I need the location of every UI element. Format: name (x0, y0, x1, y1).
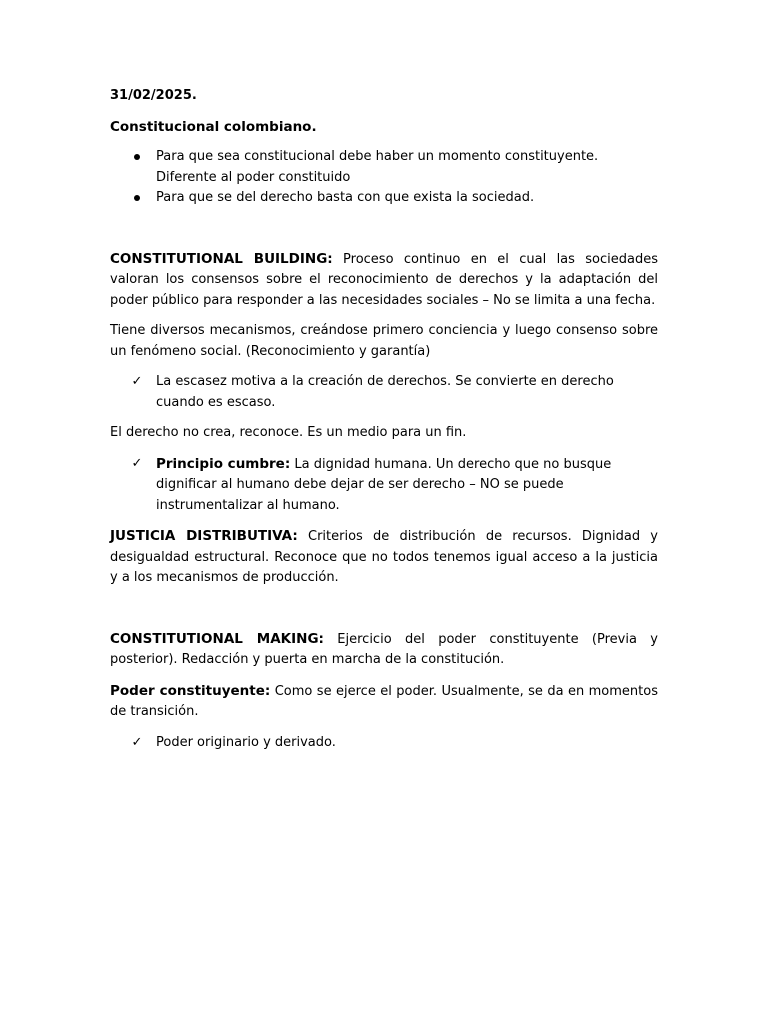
list-item-text: Poder originario y derivado. (156, 734, 336, 750)
list-item-text: Para que sea constitucional debe haber un momento constituyente. Diferente al poder constituido (156, 149, 599, 185)
list-item-text (156, 457, 611, 513)
derecho-paragraph: El derecho no crea, reconoce. Es un medio para un fin. (110, 425, 467, 440)
list-item (110, 733, 658, 754)
mechanisms-paragraph: Tiene diversos mecanismos, creándose primero conciencia y luego consenso sobre un fenómeno social. (Reconocimiento y garantía) (110, 323, 658, 359)
intro-bullet-list (110, 147, 658, 209)
section-spacer (110, 599, 658, 629)
poder-label: Poder constituyente: (110, 682, 271, 699)
checkmark-icon: ✓ (131, 455, 143, 471)
justicia-paragraph (110, 526, 658, 589)
principio-check-list (110, 454, 658, 517)
document-page (110, 86, 658, 763)
justicia-label: JUSTICIA DISTRIBUTIVA: (110, 528, 298, 544)
document-date: 31/02/2025. (110, 88, 197, 103)
section-spacer (110, 219, 658, 249)
document-title: Constitucional colombiano. (110, 118, 317, 135)
poder-paragraph (110, 681, 658, 723)
justicia-text: Criterios de distribución de recursos. Dignidad y desigualdad estructural. Reconoce que no todos tenemos igual acceso a la justicia y a los mecanismos de producción. (110, 529, 658, 585)
bullet-dot-icon (130, 147, 144, 168)
list-item-text: Para que se del derecho basta con que exista la sociedad. (156, 190, 535, 205)
building-paragraph (110, 249, 658, 312)
bullet-dot-icon (130, 188, 144, 209)
poder-check-list (110, 733, 658, 754)
list-item (110, 188, 658, 209)
scarcity-check-list (110, 372, 658, 413)
principio-label: Principio cumbre: (156, 455, 291, 472)
principio-text: La dignidad humana. Un derecho que no busque dignificar al humano debe dejar de ser derecho – NO se puede instrumentalizar al humano. (156, 456, 612, 513)
checkmark-icon: ✓ (131, 374, 143, 389)
building-label: CONSTITUTIONAL BUILDING: (110, 250, 333, 267)
building-text: Proceso continuo en el cual las sociedades valoran los consensos sobre el reconocimiento de derechos y la adaptación del poder público para responder a las necesidades sociales – No se limita a una fecha. (110, 251, 658, 308)
poder-text: Como se ejerce el poder. Usualmente, se da en momentos de transición. (110, 683, 658, 719)
list-item-text: La escasez motiva a la creación de derechos. Se convierte en derecho cuando es escaso. (156, 374, 614, 410)
list-item (110, 372, 658, 413)
making-paragraph (110, 629, 658, 671)
list-item (110, 147, 658, 188)
checkmark-icon: ✓ (131, 734, 143, 750)
making-text: Ejercicio del poder constituyente (Previa y posterior). Redacción y puerta en marcha de la constitución. (110, 631, 658, 667)
list-item (110, 454, 658, 517)
making-label: CONSTITUTIONAL MAKING: (110, 630, 324, 647)
